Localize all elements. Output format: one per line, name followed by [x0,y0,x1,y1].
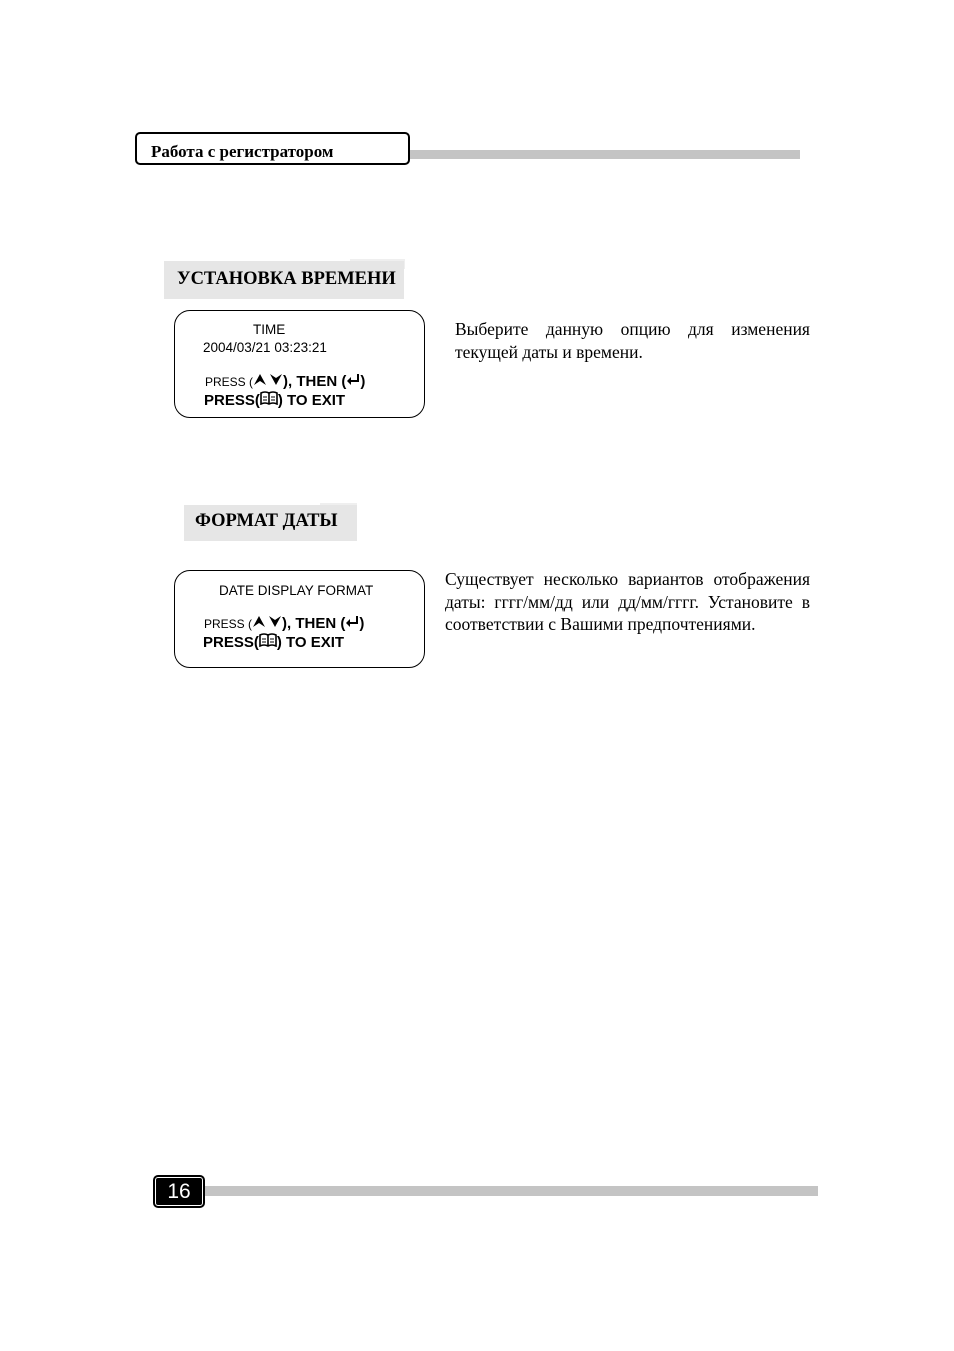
osd-press-line [205,373,365,391]
osd-title: TIME [253,322,286,337]
up-down-arrows-icon [252,615,282,633]
up-down-arrows-icon [253,373,283,391]
osd-panel-date-format [174,570,425,668]
osd-datetime-value: 2004/03/21 03:23:21 [203,340,327,355]
osd-panel-time [174,310,425,418]
enter-icon [346,373,360,391]
menu-book-icon [260,391,278,410]
chapter-title [135,132,410,165]
description-time: Выберите данную опцию для изменения текущей даты и времени. [455,319,810,362]
press-mid: ), THEN ( [282,615,346,632]
press-prefix: PRESS ( [205,375,254,389]
footer-rule [205,1186,818,1196]
osd-press-line [204,615,364,633]
press-suffix: ) [360,373,366,390]
exit-suffix: ) TO EXIT [277,392,346,409]
description-date-format: Существует несколько вариантов отображения даты: гггг/мм/дд или дд/мм/гггг. Установите в соответствии с Вашими предпочтениями. [445,569,810,634]
osd-exit-line [204,391,345,410]
press-prefix: PRESS ( [204,617,253,631]
exit-suffix: ) TO EXIT [276,634,345,651]
exit-prefix: PRESS( [203,634,259,651]
exit-prefix: PRESS( [204,392,260,409]
chapter-title-text: Работа с регистратором [151,142,334,161]
section-heading-time-text: УСТАНОВКА ВРЕМЕНИ [177,269,396,289]
section-heading-time [164,261,404,299]
page-number: 16 [155,1177,203,1206]
enter-icon [345,615,359,633]
header-rule [410,150,800,159]
menu-book-icon [259,633,277,652]
section-heading-date-format [184,505,357,541]
press-mid: ), THEN ( [283,373,347,390]
press-suffix: ) [359,615,365,632]
osd-exit-line [203,633,344,652]
page-number-badge [153,1175,205,1208]
section-heading-date-format-text: ФОРМАТ ДАТЫ [195,511,338,531]
osd-title: DATE DISPLAY FORMAT [219,583,374,598]
